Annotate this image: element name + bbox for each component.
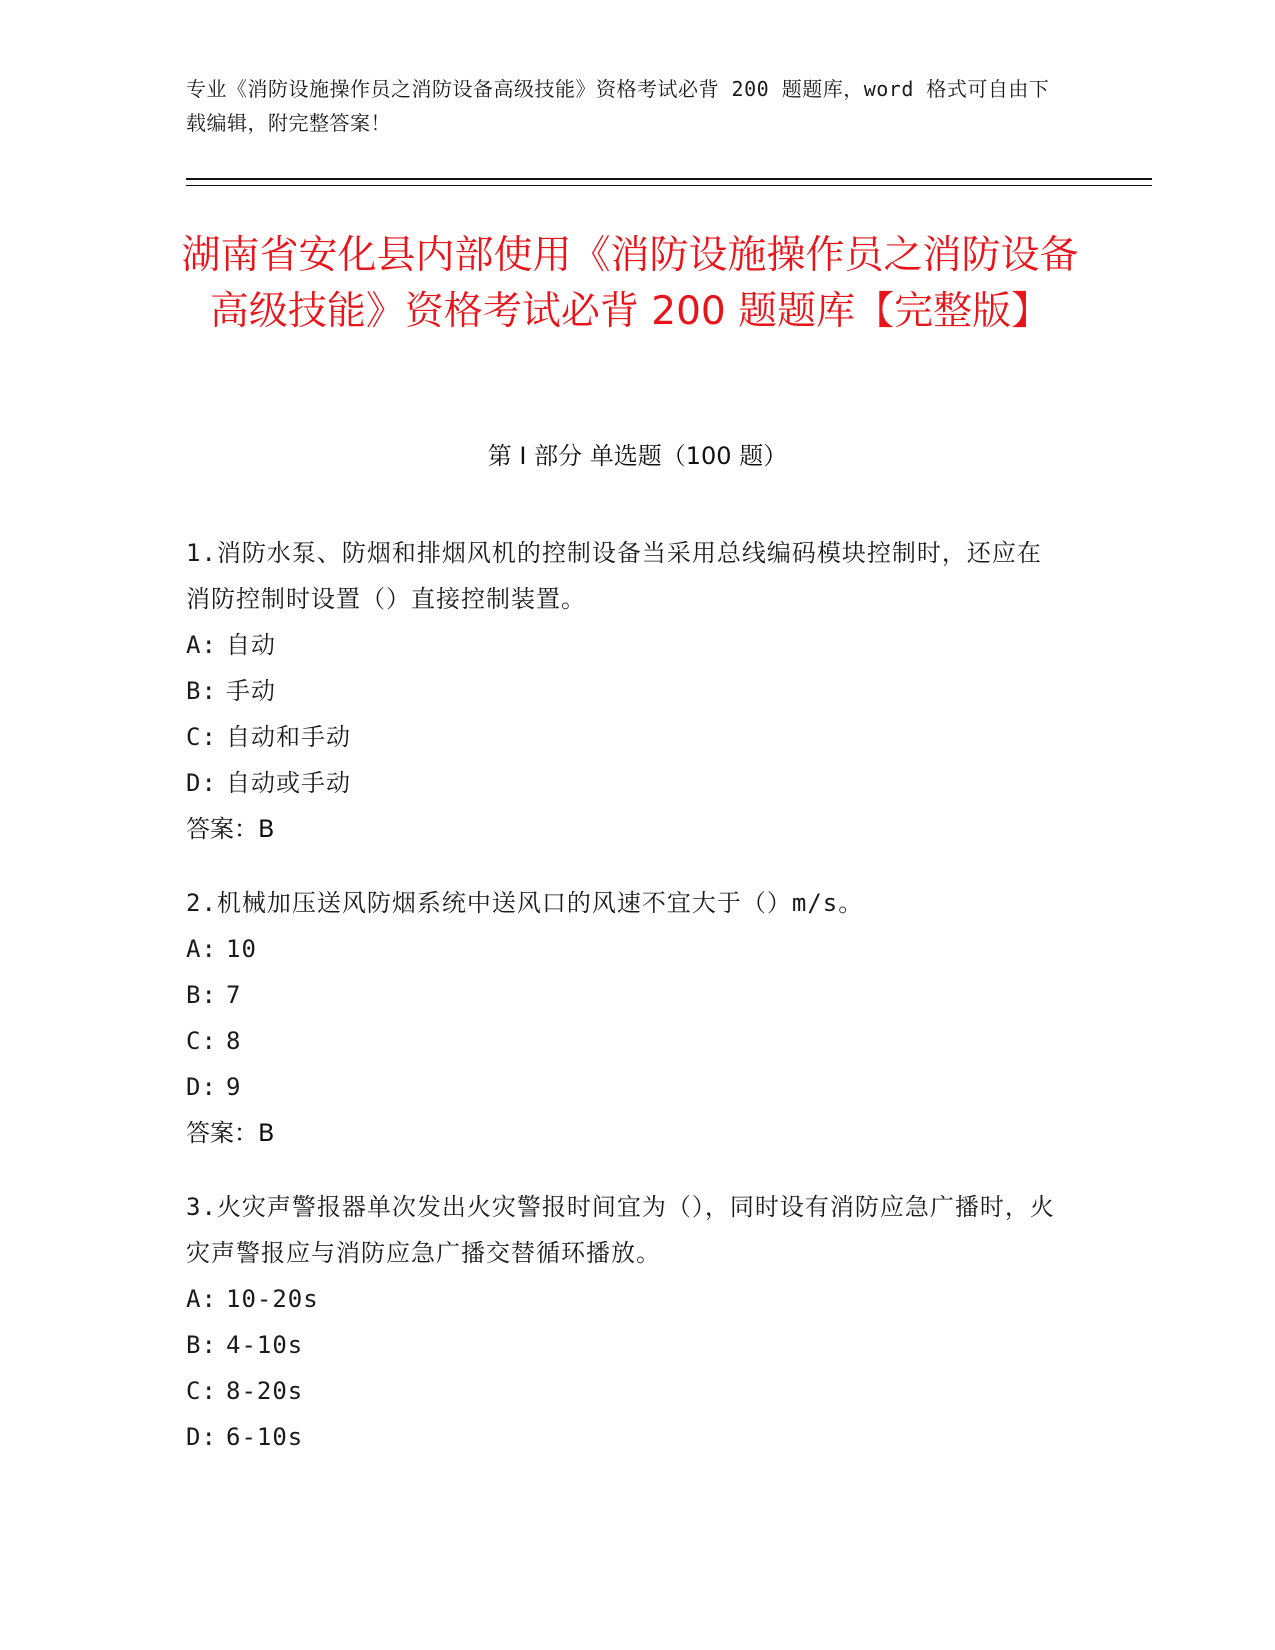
question-stem: 2.机械加压送风防烟系统中送风口的风速不宜大于（）m/s。 [186, 889, 864, 917]
question-stem: 3.火灾声警报器单次发出火灾警报时间宜为（），同时设有消防应急广播时，火灾声警报应与消防应急广播交替循环播放。 [186, 1193, 1055, 1267]
option-key: D: [186, 1423, 217, 1451]
option-a [186, 1276, 1066, 1322]
option-c [186, 1368, 1066, 1414]
question-list [186, 530, 1066, 1488]
option-text: 7 [226, 981, 242, 1009]
option-key: B: [186, 981, 217, 1009]
option-b [186, 1322, 1066, 1368]
header-note: 专业《消防设施操作员之消防设备高级技能》资格考试必背 200 题题库，word 格式可自由下载编辑，附完整答案！ [186, 77, 1050, 135]
option-d [186, 1064, 1066, 1110]
option-key: C: [186, 723, 217, 751]
option-key: D: [186, 769, 217, 797]
section-title: 第 I 部分 单选题（100 题） [487, 442, 788, 470]
option-d [186, 1414, 1066, 1460]
header-divider-thin [186, 185, 1152, 186]
question-1 [186, 530, 1066, 852]
header-divider-thick [186, 178, 1152, 180]
main-title: 湖南省安化县内部使用《消防设施操作员之消防设备高级技能》资格考试必背 200 题题库【完整版】 [181, 233, 1079, 334]
answer-line: 答案：B [186, 815, 275, 843]
option-key: B: [186, 1331, 217, 1359]
option-text: 8 [226, 1027, 242, 1055]
option-key: C: [186, 1027, 217, 1055]
question-2 [186, 880, 1066, 1156]
option-c [186, 714, 1066, 760]
option-key: A: [186, 935, 217, 963]
option-text: 手动 [226, 677, 276, 705]
option-d [186, 760, 1066, 806]
option-text: 自动或手动 [226, 769, 351, 797]
option-text: 9 [226, 1073, 242, 1101]
option-key: B: [186, 677, 217, 705]
option-b [186, 972, 1066, 1018]
answer-line: 答案：B [186, 1119, 275, 1147]
question-3 [186, 1184, 1066, 1460]
option-text: 自动 [226, 631, 276, 659]
option-text: 8-20s [226, 1377, 304, 1405]
question-stem: 1.消防水泵、防烟和排烟风机的控制设备当采用总线编码模块控制时，还应在消防控制时设置（）直接控制装置。 [186, 539, 1042, 613]
option-text: 10-20s [226, 1285, 319, 1313]
option-text: 10 [226, 935, 257, 963]
option-key: C: [186, 1377, 217, 1405]
option-text: 4-10s [226, 1331, 304, 1359]
option-key: A: [186, 1285, 217, 1313]
option-key: D: [186, 1073, 217, 1101]
option-key: A: [186, 631, 217, 659]
option-a [186, 622, 1066, 668]
option-text: 6-10s [226, 1423, 304, 1451]
option-text: 自动和手动 [226, 723, 351, 751]
option-b [186, 668, 1066, 714]
option-c [186, 1018, 1066, 1064]
option-a [186, 926, 1066, 972]
